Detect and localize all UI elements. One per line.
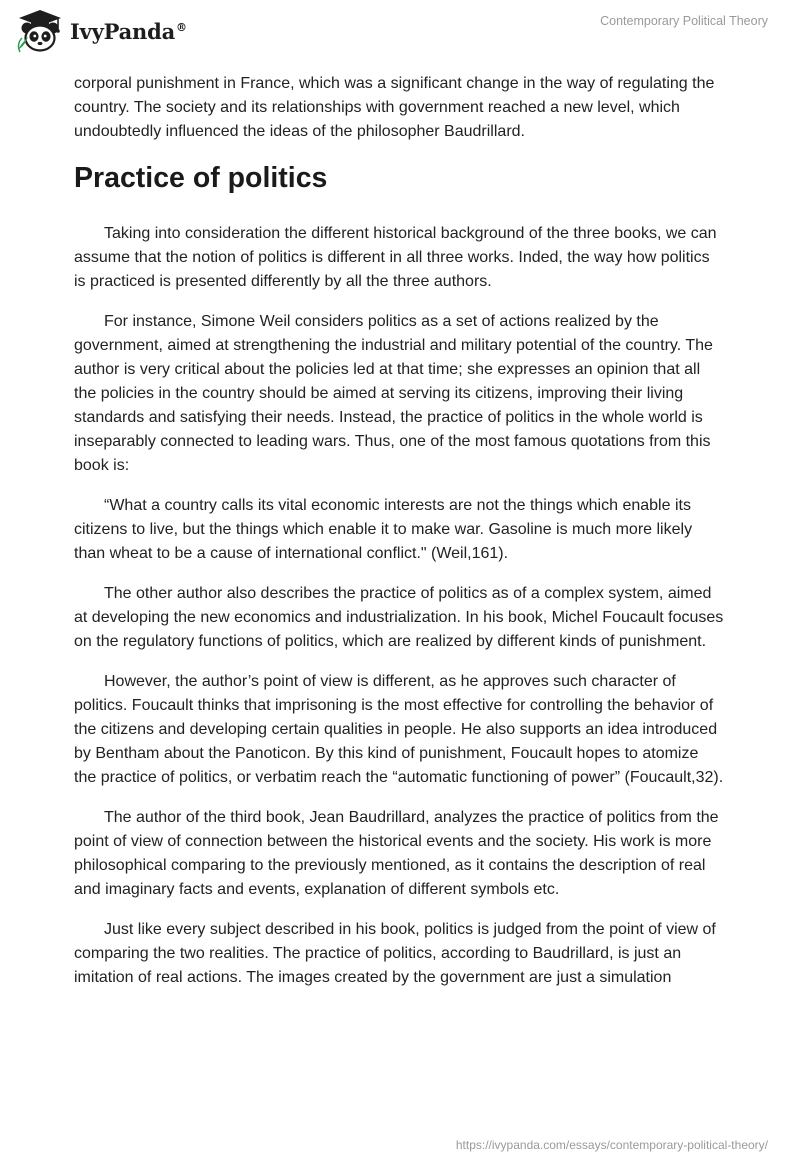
ivypanda-logo[interactable] (14, 8, 187, 54)
essay-body (74, 72, 724, 1006)
section-heading: Practice of politics (74, 162, 328, 194)
paragraph: Taking into consideration the different historical background of the three books, we can assume that the notion of politics is different in all three works. Inded, the way how politics is practiced is presented differently by all the three authors. (74, 225, 717, 290)
intro-paragraph: corporal punishment in France, which was a significant change in the way of regulating the country. The society and its relationships with government reached a new level, which undoubtedly influenced the ideas of the philosopher Baudrillard. (74, 75, 715, 140)
document-title: Contemporary Political Theory (600, 14, 768, 28)
paragraph: However, the author’s point of view is different, as he approves such character of politics. Foucault thinks that imprisoning is the most effective for controlling the behavior of the citizens and developing certain qualities in people. He also supports an idea introduced by Bentham about the Panoticon. By this kind of punishment, Foucault hopes to atomize the practice of politics, or verbatim reach the “automatic functioning of power” (Foucault,32). (74, 673, 724, 786)
paragraph: For instance, Simone Weil considers politics as a set of actions realized by the government, aimed at strengthening the industrial and military potential of the country. The author is very critical about the policies led at that time; she expresses an opinion that all the policies in the country should be aimed at serving its citizens, improving their living standards and satisfying their needs. Instead, the practice of politics in the whole world is inseparably connected to leading wars. Thus, one of the most famous quotations from this book is: (74, 313, 713, 474)
quote-paragraph: “What a country calls its vital economic interests are not the things which enable its citizens to live, but the things which enable it to make war. Gasoline is much more likely than wheat to be a cause of international conflict." (Weil,161). (74, 497, 693, 562)
paragraph: The other author also describes the practice of politics as of a complex system, aimed at developing the new economics and industrialization. In his book, Michel Foucault focuses on the regulatory functions of politics, which are realized by different kinds of punishment. (74, 585, 724, 650)
page-header (0, 0, 800, 60)
source-url[interactable]: https://ivypanda.com/essays/contemporary-political-theory/ (455, 1138, 768, 1152)
registered-mark: ® (176, 20, 187, 34)
paragraph: The author of the third book, Jean Baudrillard, analyzes the practice of politics from the point of view of connection between the historical events and the society. His work is more philosophical comparing to the previously mentioned, as it contains the description of real and imaginary facts and events, explanation of different symbols etc. (74, 809, 719, 898)
panda-graduate-icon (14, 8, 66, 54)
paragraph: Just like every subject described in his book, politics is judged from the point of view of comparing the two realities. The practice of politics, according to Baudrillard, is just an imitation of real actions. The images created by the government are just a simulation (74, 921, 716, 986)
brand-name: IvyPanda® (70, 18, 187, 44)
